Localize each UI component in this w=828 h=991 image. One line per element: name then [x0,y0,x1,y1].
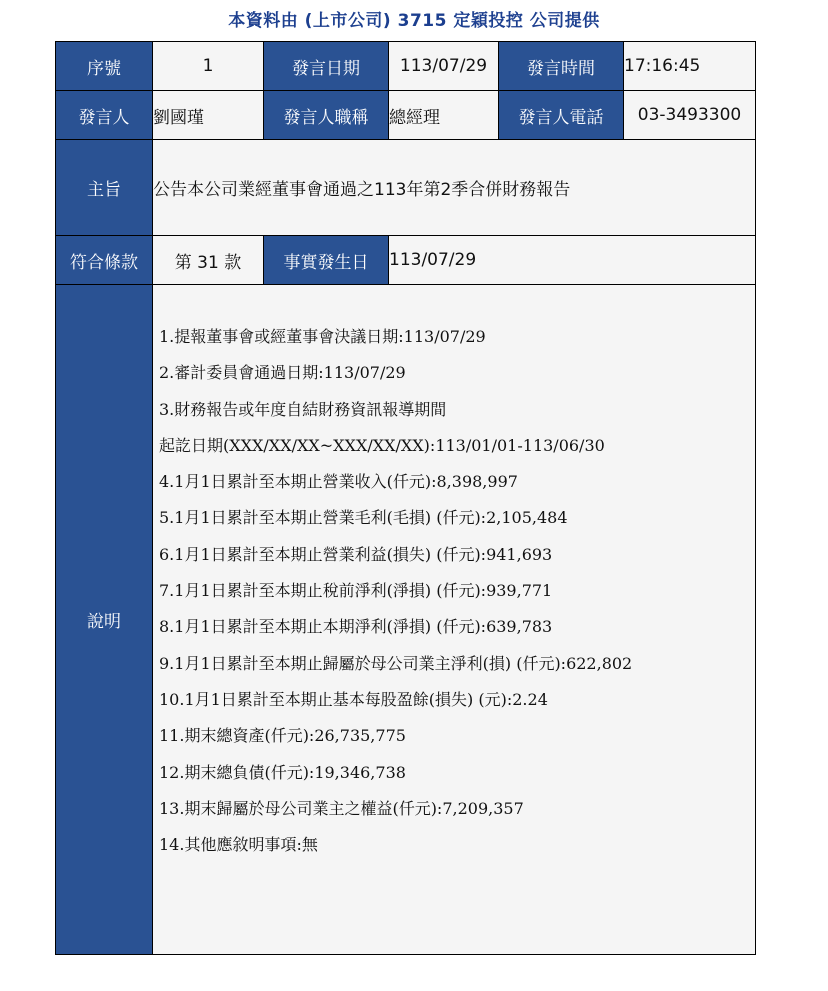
description-line: 13.期末歸屬於母公司業主之權益(仟元):7,209,357 [159,798,524,818]
event-date-label: 事實發生日 [264,236,389,285]
description-line: 1.提報董事會或經董事會決議日期:113/07/29 [159,327,486,346]
description-line: 7.1月1日累計至本期止稅前淨利(淨損) (仟元):939,771 [159,581,553,601]
subject-label: 主旨 [56,140,153,236]
source-line: 本資料由 (上市公司) 3715 定穎投控 公司提供 [228,11,600,31]
description-line: 9.1月1日累計至本期止歸屬於母公司業主淨利(損) (仟元):622,802 [159,653,633,673]
description-label: 說明 [56,285,153,955]
time-label: 發言時間 [499,42,624,91]
event-date-value: 113/07/29 [389,236,756,285]
description-line: 5.1月1日累計至本期止營業毛利(毛損) (仟元):2,105,484 [159,508,568,528]
description-line: 起訖日期(XXX/XX/XX~XXX/XX/XX):113/01/01-113/06/30 [159,435,605,455]
seq-value: 1 [153,42,264,91]
description-line: 10.1月1日累計至本期止基本每股盈餘(損失) (元):2.24 [159,689,548,709]
description-line: 11.期末總資產(仟元):26,735,775 [159,726,406,746]
row-basic-info [56,42,756,91]
description-line: 12.期末總負債(仟元):19,346,738 [159,762,406,782]
row-subject [56,140,756,236]
speaker-value: 劉國瑾 [153,91,264,140]
description-line: 3.財務報告或年度自結財務資訊報導期間 [159,399,447,419]
description-line: 6.1月1日累計至本期止營業利益(損失) (仟元):941,693 [159,544,553,564]
description-line: 8.1月1日累計至本期止本期淨利(淨損) (仟元):639,783 [159,617,553,637]
speaker-phone-value: 03-3493300 [624,91,756,140]
description-lines [153,285,755,863]
speaker-label: 發言人 [56,91,153,140]
description-body [153,285,756,955]
seq-label: 序號 [56,42,153,91]
date-value: 113/07/29 [389,42,499,91]
announcement-table [55,41,756,955]
subject-value: 公告本公司業經董事會通過之113年第2季合併財務報告 [153,140,756,236]
date-label: 發言日期 [264,42,389,91]
time-value: 17:16:45 [624,42,756,91]
row-speaker [56,91,756,140]
description-line: 14.其他應敘明事項:無 [159,835,318,855]
row-description [56,285,756,955]
row-clause [56,236,756,285]
speaker-title-value: 總經理 [389,91,499,140]
clause-value: 第 31 款 [153,236,264,285]
speaker-title-label: 發言人職稱 [264,91,389,140]
speaker-phone-label: 發言人電話 [499,91,624,140]
clause-label: 符合條款 [56,236,153,285]
description-line: 4.1月1日累計至本期止營業收入(仟元):8,398,997 [159,472,518,492]
description-line: 2.審計委員會通過日期:113/07/29 [159,363,406,383]
